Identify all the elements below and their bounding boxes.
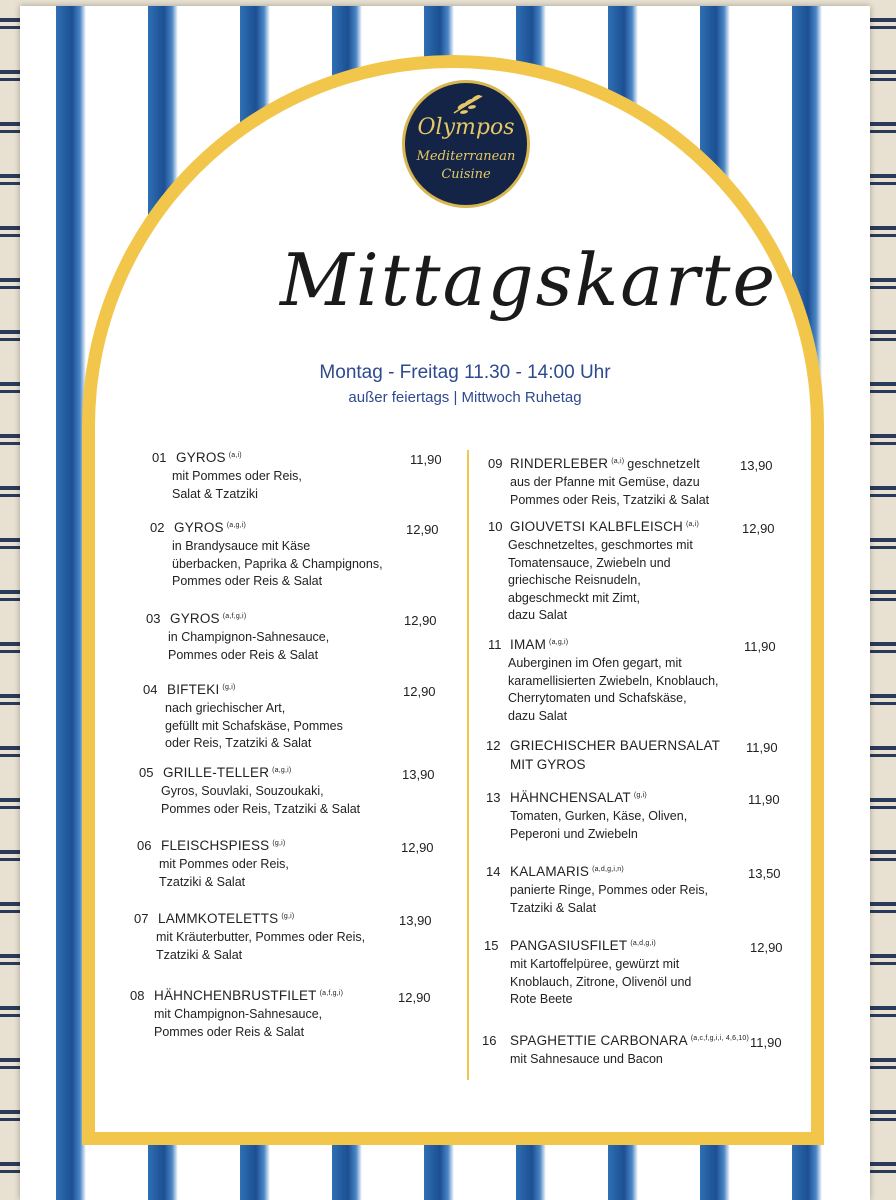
menu-item-description-line: mit Champignon-Sahnesauce, [154, 1007, 323, 1021]
menu-item-allergens: (a,c,f,g,i,i, 4,6,10) [690, 1034, 750, 1042]
menu-item-title: KALAMARIS [510, 864, 590, 879]
menu-item-price: 11,90 [744, 639, 776, 654]
olive-branch-icon [450, 93, 486, 115]
logo-subtitle-1: Mediterranean [416, 149, 516, 164]
menu-item-allergens: (a,i) [611, 457, 625, 465]
menu-item-allergens: (a,g,i) [226, 521, 247, 529]
menu-item-number: 01 [152, 450, 167, 465]
menu-item-description-line: Rote Beete [510, 992, 573, 1006]
menu-item-description-line: Auberginen im Ofen gegart, mit [508, 656, 682, 670]
menu-item-price: 12,90 [750, 940, 783, 955]
menu-item-description [156, 929, 365, 964]
menu-item-description-line: karamellisierten Zwiebeln, Knoblauch, [508, 673, 719, 688]
menu-item-description-line: mit Kartoffelpüree, gewürzt mit [510, 957, 680, 971]
menu-item-allergens: (g,i) [633, 791, 647, 799]
menu-item-description-line: Tomaten, Gurken, Käse, Oliven, [510, 809, 688, 823]
menu-item-allergens: (a,g,i) [272, 766, 292, 774]
menu-item-name [510, 790, 647, 805]
menu-item-name-suffix: geschnetzelt [627, 457, 700, 471]
menu-item-number: 16 [482, 1033, 497, 1048]
menu-item-description [508, 655, 719, 725]
menu-item-name [154, 988, 343, 1003]
menu-item-allergens: (g,i) [222, 683, 236, 691]
menu-item-description [165, 700, 343, 753]
menu-item-description [510, 956, 691, 1009]
menu-item-description [510, 756, 586, 774]
menu-item-number: 15 [484, 938, 499, 953]
menu-item-description-line: Peperoni und Zwiebeln [510, 826, 638, 841]
menu-item-allergens: (a,f,g,i) [319, 989, 344, 997]
menu-item-description-line: griechische Reisnudeln, [508, 573, 641, 587]
menu-item-description-line: Pommes oder Reis & Salat [168, 647, 319, 662]
menu-item-number: 04 [143, 682, 158, 697]
menu-item-description-line: Knoblauch, Zitrone, Olivenöl und [510, 974, 692, 989]
menu-item-description-line: in Champignon-Sahnesauce, [168, 630, 330, 644]
menu-item-number: 12 [486, 738, 501, 753]
menu-item-description-line: dazu Salat [508, 708, 568, 723]
menu-item-description-line: dazu Salat [508, 608, 568, 622]
menu-item-title: PANGASIUSFILET [510, 938, 628, 953]
menu-item-description-line: panierte Ringe, Pommes oder Reis, [510, 883, 709, 897]
menu-item-description [154, 1006, 322, 1041]
menu-item-number: 07 [134, 911, 149, 926]
menu-item-description-line: in Brandysauce mit Käse [172, 539, 311, 553]
menu-item-description-line: Pommes oder Reis, Tzatziki & Salat [161, 801, 361, 816]
menu-item-description-line: oder Reis, Tzatziki & Salat [165, 736, 312, 750]
menu-item-description-line: Pommes oder Reis, Tzatziki & Salat [510, 492, 710, 507]
menu-item-name [510, 519, 699, 534]
menu-item-price: 11,90 [750, 1035, 782, 1050]
menu-item-title: HÄHNCHENSALAT [510, 790, 631, 805]
menu-item-number: 06 [137, 838, 152, 853]
menu-item-description-line: MIT GYROS [510, 757, 586, 772]
menu-item-number: 14 [486, 864, 501, 879]
menu-item-name [510, 1033, 749, 1048]
menu-item-number: 05 [139, 765, 154, 780]
menu-item-description-line: nach griechischer Art, [165, 701, 286, 715]
menu-item-description-line: Salat & Tzatziki [172, 486, 258, 501]
menu-item-allergens: (a,d,g,i) [630, 939, 656, 947]
menu-item-price: 12,90 [406, 522, 439, 537]
menu-item-name [170, 611, 246, 626]
menu-item-name [510, 738, 720, 753]
menu-item-description [172, 468, 302, 503]
menu-item-allergens: (g,i) [281, 912, 295, 920]
menu-item-description [510, 882, 708, 917]
menu-item-number: 03 [146, 611, 161, 626]
menu-item-name [510, 864, 624, 879]
menu-item-title: GYROS [170, 611, 220, 626]
menu-item-price: 11,90 [748, 792, 780, 807]
menu-item-allergens: (a,d,g,i,n) [592, 865, 624, 873]
column-divider [467, 450, 469, 1080]
logo-subtitle-2: Cuisine [441, 167, 491, 182]
menu-item-price: 13,90 [740, 458, 773, 473]
menu-item-price: 11,90 [746, 740, 778, 755]
menu-item-name [167, 682, 235, 697]
menu-item-allergens: (a,i) [228, 451, 242, 459]
menu-item-description [510, 1051, 663, 1069]
menu-item-title: HÄHNCHENBRUSTFILET [154, 988, 317, 1003]
menu-item-description [161, 783, 360, 818]
menu-item-allergens: (a,i) [686, 520, 700, 528]
menu-item-allergens: (g,i) [272, 839, 286, 847]
menu-item-number: 10 [488, 519, 503, 534]
menu-item-price: 13,50 [748, 866, 781, 881]
menu-item-description [510, 474, 709, 509]
menu-item-description-line: gefüllt mit Schafskäse, Pommes [165, 718, 343, 733]
menu-item-description [508, 537, 693, 625]
menu-item-title: LAMMKOTELETTS [158, 911, 279, 926]
menu-item-title: IMAM [510, 637, 547, 652]
menu-item-name [174, 520, 246, 535]
menu-item-description-line: Gyros, Souvlaki, Souzoukaki, [161, 784, 324, 798]
menu-item-description-line: aus der Pfanne mit Gemüse, dazu [510, 475, 700, 489]
menu-item-title: GRIECHISCHER BAUERNSALAT [510, 738, 721, 753]
menu-item-title: FLEISCHSPIESS [161, 838, 270, 853]
menu-item-title: GIOUVETSI KALBFLEISCH [510, 519, 683, 534]
menu-item-name [510, 938, 656, 953]
logo-brand-name: Olympos [417, 115, 515, 140]
menu-item-price: 12,90 [404, 613, 437, 628]
menu-item-title: RINDERLEBER [510, 456, 609, 471]
menu-item-title: GYROS [174, 520, 224, 535]
menu-item-description-line: Geschnetzeltes, geschmortes mit [508, 538, 693, 552]
menu-item-description [172, 538, 383, 591]
opening-hours: Montag - Freitag 11.30 - 14:00 Uhr [319, 362, 611, 383]
menu-item-number: 08 [130, 988, 145, 1003]
menu-item-description [168, 629, 329, 664]
menu-item-name [510, 637, 568, 652]
menu-item-description-line: mit Pommes oder Reis, [172, 469, 302, 483]
menu-item-name [161, 838, 285, 853]
restaurant-logo [402, 80, 530, 208]
menu-item-number: 13 [486, 790, 501, 805]
menu-item-price: 12,90 [398, 990, 431, 1005]
menu-item-price: 13,90 [402, 767, 435, 782]
menu-item-description [510, 808, 687, 843]
menu-item-title: GRILLE-TELLER [163, 765, 270, 780]
menu-item-description-line: Tomatensauce, Zwiebeln und [508, 555, 671, 570]
menu-item-name [158, 911, 294, 926]
menu-item-name [510, 456, 700, 471]
menu-item-description-line: mit Pommes oder Reis, [159, 857, 289, 871]
menu-item-allergens: (a,f,g,i) [222, 612, 247, 620]
menu-item-number: 09 [488, 456, 503, 471]
closing-days: außer feiertags | Mittwoch Ruhetag [348, 389, 582, 406]
menu-item-description-line: Tzatziki & Salat [159, 874, 246, 889]
menu-item-price: 12,90 [403, 684, 436, 699]
menu-item-description-line: Cherrytomaten und Schafskäse, [508, 691, 687, 705]
menu-item-price: 12,90 [401, 840, 434, 855]
menu-item-description [159, 856, 289, 891]
menu-item-price: 12,90 [742, 521, 775, 536]
menu-item-description-line: mit Sahnesauce und Bacon [510, 1052, 663, 1066]
menu-item-number: 02 [150, 520, 165, 535]
menu-title: Mittagskarte [280, 238, 778, 322]
menu-item-price: 11,90 [410, 452, 442, 467]
menu-item-description-line: Tzatziki & Salat [510, 900, 597, 915]
menu-item-price: 13,90 [399, 913, 432, 928]
menu-item-allergens: (a,g,i) [549, 638, 569, 646]
menu-item-name [163, 765, 291, 780]
menu-item-title: SPAGHETTIE CARBONARA [510, 1033, 688, 1048]
menu-item-description-line: Pommes oder Reis & Salat [172, 574, 323, 588]
menu-item-description-line: mit Kräuterbutter, Pommes oder Reis, [156, 930, 366, 944]
menu-item-title: GYROS [176, 450, 226, 465]
menu-item-description-line: überbacken, Paprika & Champignons, [172, 556, 383, 571]
menu-item-description-line: Tzatziki & Salat [156, 947, 243, 962]
menu-item-number: 11 [488, 637, 502, 652]
menu-item-description-line: Pommes oder Reis & Salat [154, 1024, 305, 1039]
menu-item-description-line: abgeschmeckt mit Zimt, [508, 590, 640, 605]
menu-item-title: BIFTEKI [167, 682, 220, 697]
menu-item-name [176, 450, 242, 465]
